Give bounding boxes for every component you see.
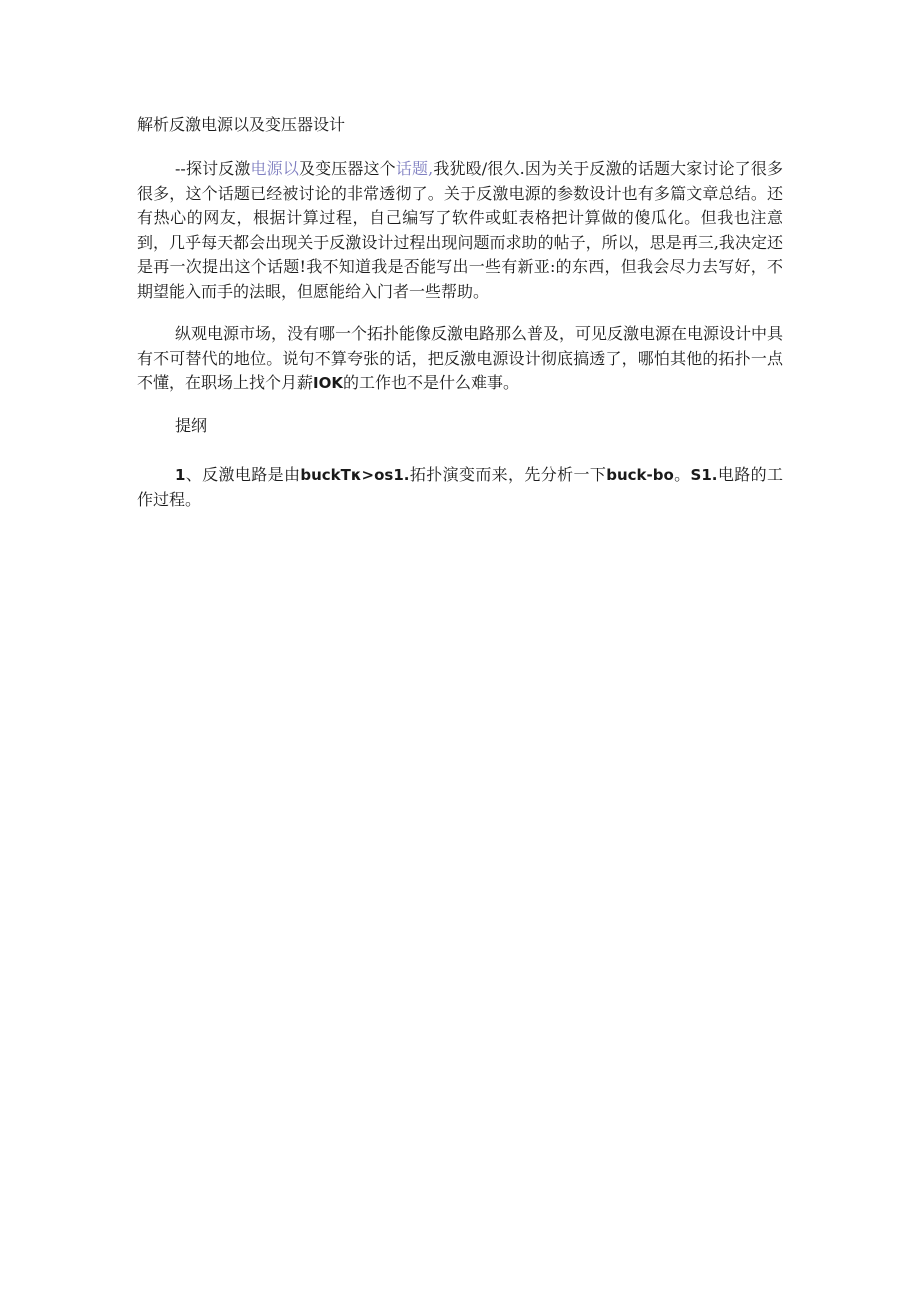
market-text-start: 纵观电源市场，没有哪一个拓扑能像反激电路那么普及，可见反激电源在电源设计中具有不可替代的地位。说句不算夸张的话，把反激电源设计彻底搞透了，哪怕其他的拓扑一点不懂，在职场上找个月薪 [137,324,784,392]
outline-item-term-1: buckTκ>os1. [300,466,410,484]
outline-item-term-3: S1. [690,466,718,484]
outline-item-text-3: 。 [673,465,691,484]
document-title: 解析反激电源以及变压器设计 [137,115,346,134]
outline-item-term-2: buck-bo [606,466,674,484]
outline-item-text-2: 拓扑演变而来，先分析一下 [409,465,607,484]
intro-text-start: --探讨反激 [175,159,251,178]
outline-item-number: 1 [175,466,186,484]
outline-item-text-1: 、反激电路是由 [185,465,301,484]
intro-text-mid: 及变压器这个 [298,159,396,178]
market-salary-value: IOK [313,374,343,392]
link-topic[interactable]: 话题, [395,159,434,178]
paragraph-outline-heading [137,414,783,439]
paragraph-intro [137,157,783,304]
paragraph-outline-item-1 [137,463,783,512]
market-text-end: 的工作也不是什么难事。 [342,373,519,392]
paragraph-market [137,322,783,396]
outline-heading-text: 提纲 [175,416,208,435]
outline-item-text-4: 电路的工作过程。 [137,465,783,509]
intro-text-rest: 我犹殴/很久.因为关于反激的话题大家讨论了很多很多，这个话题已经被讨论的非常透彻了。关于反激电源的参数设计也有多篇文章总结。还有热心的网友，根据计算过程，自己编写了软件或虹表格把计算做的傻瓜化。但我也注意到，几乎每天都会出现关于反激设计过程出现问题而求助的帖子，所以，思是再三,我决定还是再一次提出这个话题!我不知道我是否能写出一些有新亚:的东西，但我会尽力去写好，不期望能入而手的法眼，但愿能给入门者一些帮助。 [137,159,783,301]
link-power-supply[interactable]: 电源以 [250,159,299,178]
